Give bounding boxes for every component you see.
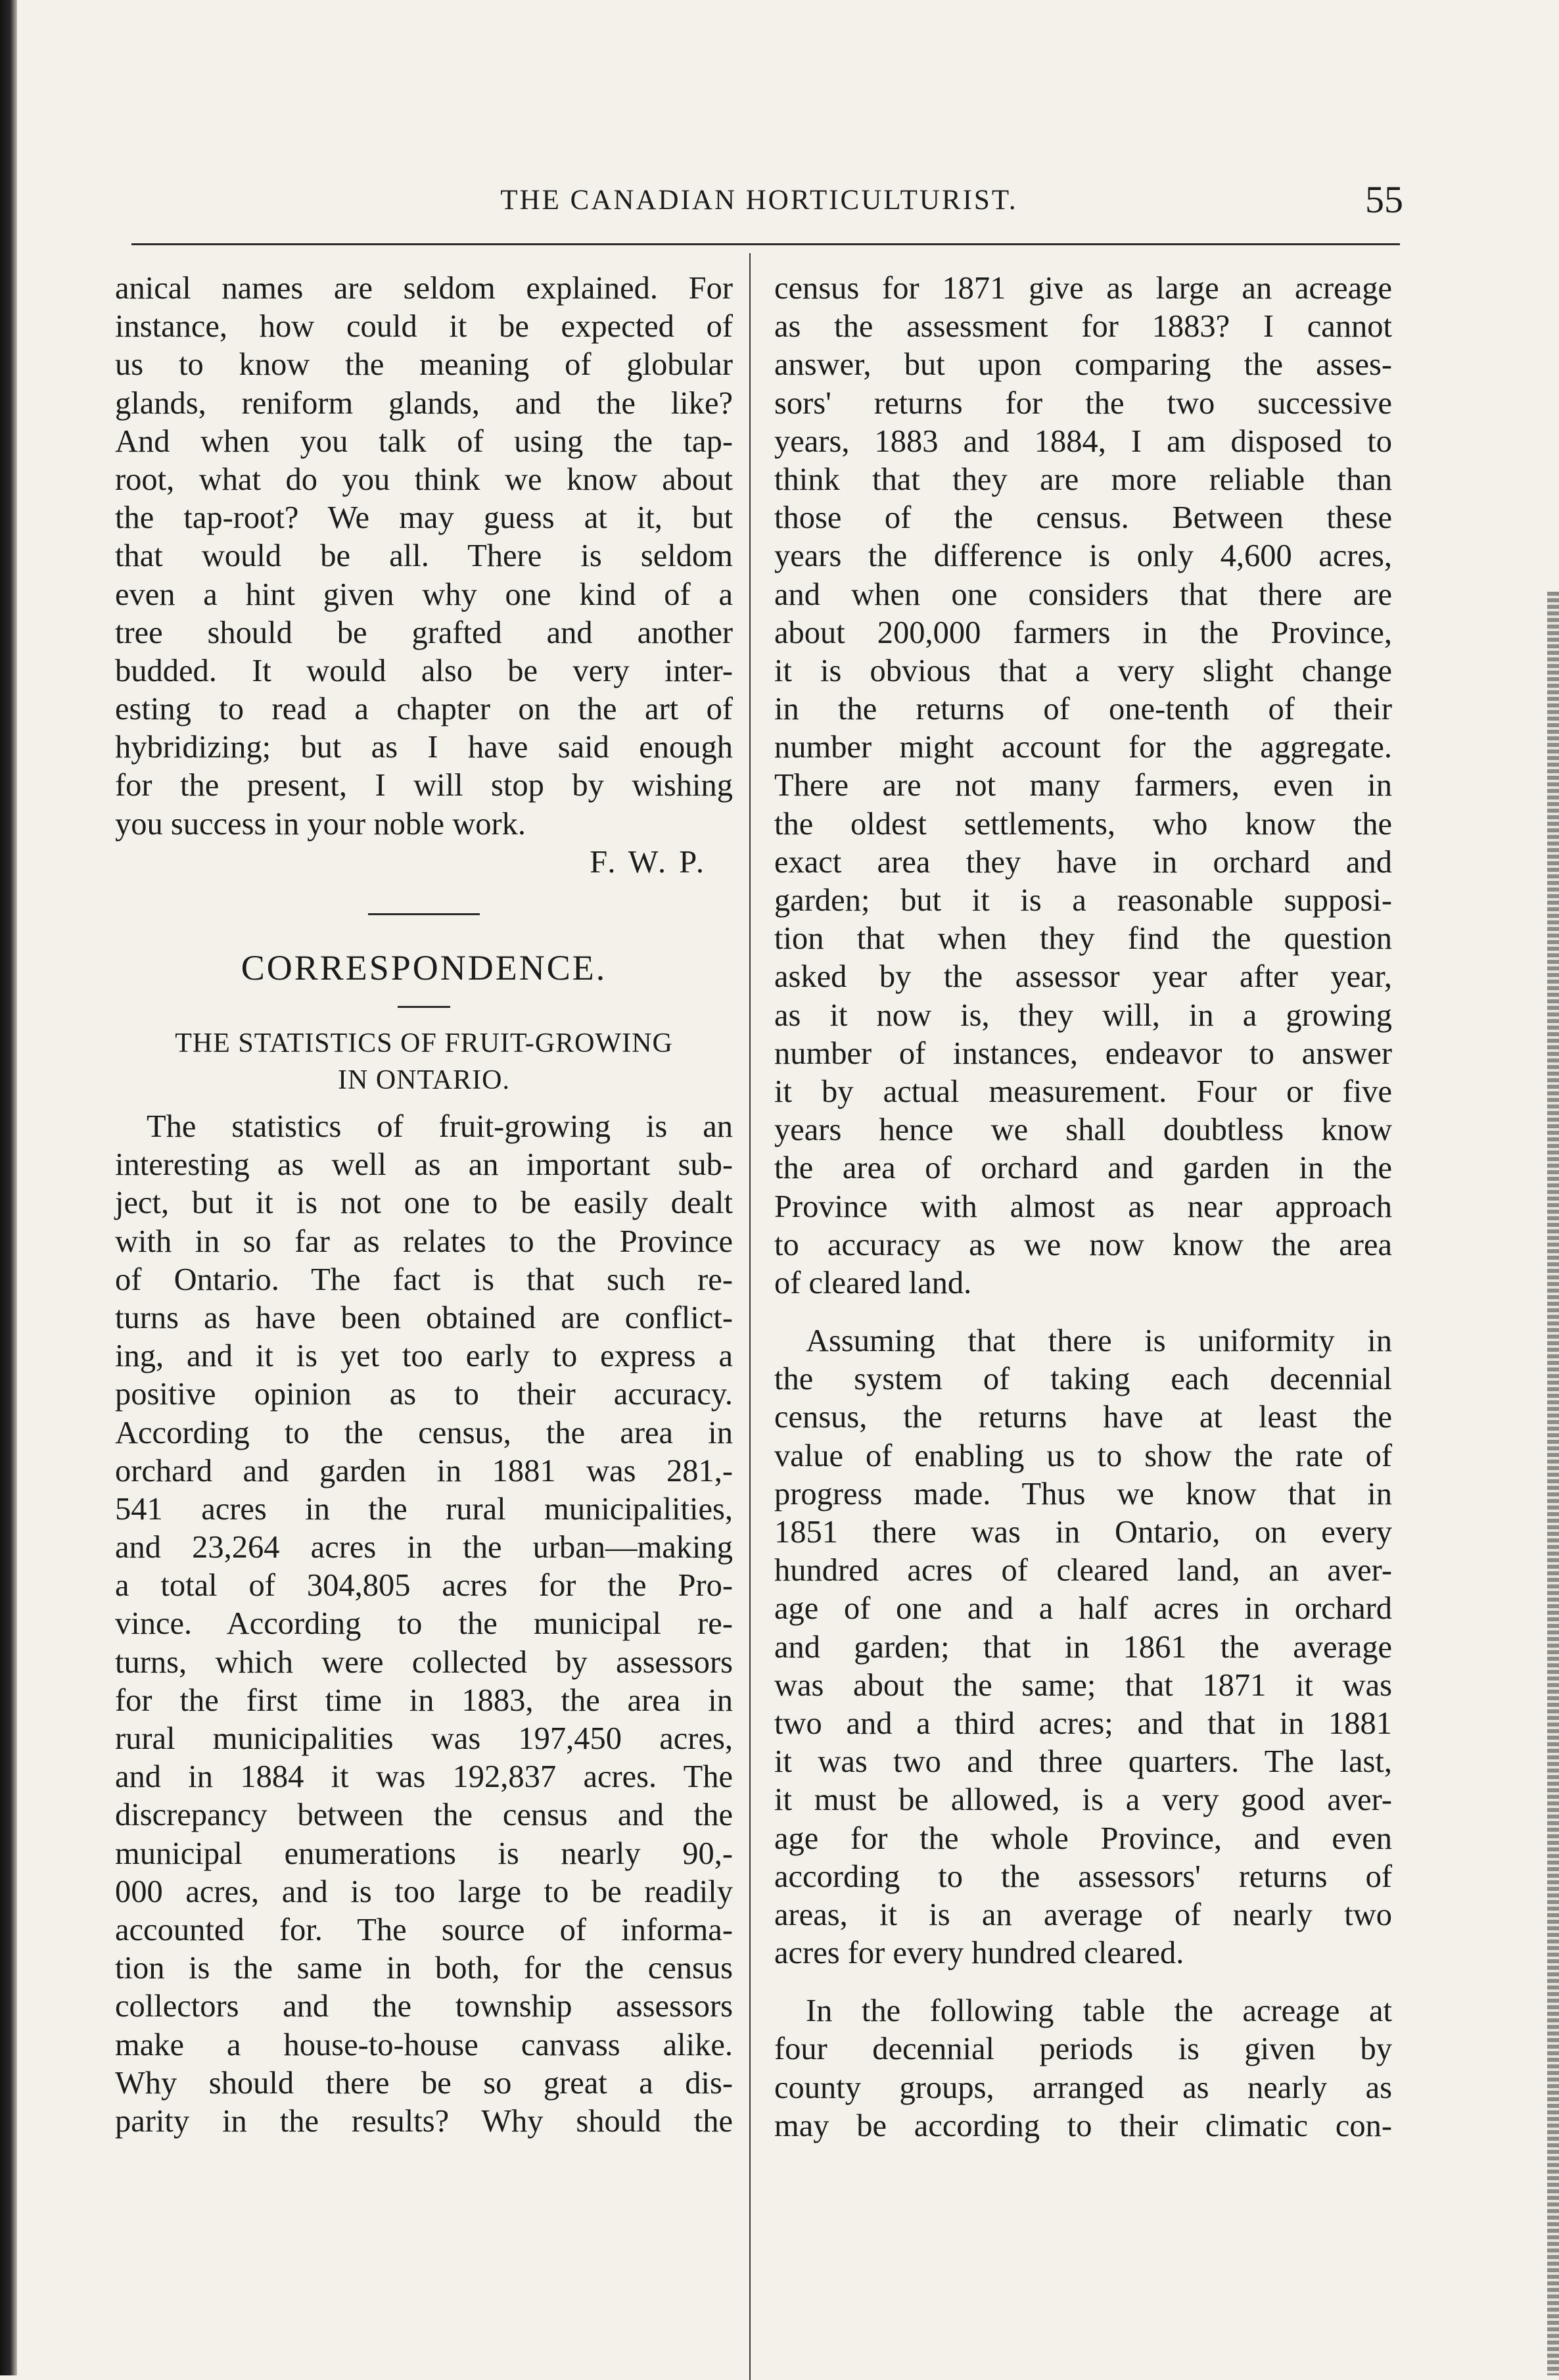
text-line: of cleared land. bbox=[774, 1265, 972, 1300]
scanned-page-edge bbox=[0, 0, 17, 2375]
text-line: county groups, arranged as nearly as bbox=[774, 2070, 1392, 2105]
text-line: ject, but it is not one to be easily dealt bbox=[115, 1185, 733, 1221]
text-line: it is obvious that a very slight change bbox=[774, 653, 1392, 688]
text-line: vince. According to the municipal re- bbox=[115, 1606, 733, 1642]
text-line: the oldest settlements, who know the bbox=[774, 806, 1392, 842]
scanned-right-margin-noise bbox=[1547, 592, 1559, 2375]
text-line: it by actual measurement. Four or five bbox=[774, 1074, 1392, 1109]
text-line: as the assessment for 1883? I cannot bbox=[774, 309, 1392, 345]
page-header bbox=[115, 178, 1403, 230]
text-line: glands, reniform glands, and the like? bbox=[115, 385, 733, 421]
section-heading: CORRESPONDENCE. bbox=[241, 948, 607, 988]
text-line: budded. It would also be very inter- bbox=[115, 653, 733, 688]
page-number: 55 bbox=[1365, 178, 1403, 221]
heading-separator-rule bbox=[398, 1006, 450, 1008]
text-line: it must be allowed, is a very good aver- bbox=[774, 1782, 1392, 1818]
header-rule bbox=[131, 243, 1400, 245]
text-line: for the present, I will stop by wishing bbox=[115, 768, 733, 803]
text-line: instance, how could it be expected of bbox=[115, 309, 733, 345]
text-line: garden; but it is a reasonable supposi- bbox=[774, 883, 1392, 918]
text-line: discrepancy between the census and the bbox=[115, 1797, 733, 1833]
text-line: us to know the meaning of globular bbox=[115, 347, 733, 383]
text-line: anical names are seldom explained. For bbox=[115, 271, 733, 306]
text-line: make a house-to-house canvass alike. bbox=[115, 2027, 733, 2062]
text-line: ing, and it is yet too early to express a bbox=[115, 1339, 733, 1374]
text-line: 541 acres in the rural municipalities, bbox=[115, 1491, 733, 1527]
text-line: with in so far as relates to the Province bbox=[115, 1224, 733, 1259]
text-line: turns as have been obtained are conflict- bbox=[115, 1300, 733, 1335]
text-line: progress made. Thus we know that in bbox=[774, 1476, 1392, 1511]
text-line: exact area they have in orchard and bbox=[774, 844, 1392, 880]
text-line: years the difference is only 4,600 acres, bbox=[774, 538, 1392, 574]
text-line: the area of orchard and garden in the bbox=[774, 1151, 1392, 1186]
text-line: 1851 there was in Ontario, on every bbox=[774, 1515, 1392, 1550]
text-line: Province with almost as near approach bbox=[774, 1189, 1392, 1224]
text-line: asked by the assessor year after year, bbox=[774, 959, 1392, 995]
text-line: as it now is, they will, in a growing bbox=[774, 997, 1392, 1033]
text-line: Assuming that there is uniformity in bbox=[806, 1323, 1392, 1359]
author-signature: F. W. P. bbox=[590, 844, 707, 880]
text-line: according to the assessors' returns of bbox=[774, 1859, 1392, 1894]
text-line: collectors and the township assessors bbox=[115, 1989, 733, 2024]
text-line: municipal enumerations is nearly 90,- bbox=[115, 1836, 733, 1871]
text-line: sors' returns for the two successive bbox=[774, 385, 1392, 421]
text-line: parity in the results? Why should the bbox=[115, 2103, 733, 2139]
article-paragraph bbox=[774, 1322, 1392, 1972]
text-line: areas, it is an average of nearly two bbox=[774, 1897, 1392, 1932]
text-line: The statistics of fruit-growing is an bbox=[147, 1109, 733, 1144]
text-line: and garden; that in 1861 the average bbox=[774, 1629, 1392, 1665]
text-line: According to the census, the area in bbox=[115, 1415, 733, 1450]
spacer bbox=[774, 1302, 1392, 1322]
running-title: THE CANADIAN HORTICULTURIST. bbox=[500, 185, 1018, 216]
spacer bbox=[774, 1972, 1392, 1992]
column-divider bbox=[749, 253, 751, 2380]
text-line: hybridizing; but as I have said enough bbox=[115, 730, 733, 765]
text-line: census, the returns have at least the bbox=[774, 1400, 1392, 1435]
article-paragraph bbox=[774, 270, 1392, 1302]
text-line: hundred acres of cleared land, an aver- bbox=[774, 1553, 1392, 1588]
text-line: rural municipalities was 197,450 acres, bbox=[115, 1721, 733, 1756]
text-line: even a hint given why one kind of a bbox=[115, 577, 733, 612]
text-line: the system of taking each decennial bbox=[774, 1362, 1392, 1397]
text-line: 000 acres, and is too large to be readily bbox=[115, 1874, 733, 1909]
text-line: it was two and three quarters. The last, bbox=[774, 1744, 1392, 1780]
article-paragraph bbox=[115, 1108, 733, 2141]
text-line: was about the same; that 1871 it was bbox=[774, 1667, 1392, 1703]
text-line: census for 1871 give as large an acreage bbox=[774, 271, 1392, 306]
text-line: age for the whole Province, and even bbox=[774, 1821, 1392, 1856]
text-line: number of instances, endeavor to answer bbox=[774, 1035, 1392, 1071]
text-line: answer, but upon comparing the asses- bbox=[774, 347, 1392, 383]
text-line: two and a third acres; and that in 1881 bbox=[774, 1705, 1392, 1741]
text-line: acres for every hundred cleared. bbox=[774, 1936, 1184, 1971]
text-line: turns, which were collected by assessors bbox=[115, 1644, 733, 1680]
text-line: accounted for. The source of informa- bbox=[115, 1912, 733, 1947]
text-line: and in 1884 it was 192,837 acres. The bbox=[115, 1759, 733, 1795]
text-line: tree should be grafted and another bbox=[115, 615, 733, 650]
text-line: age of one and a half acres in orchard bbox=[774, 1591, 1392, 1627]
text-line: Why should there be so great a dis- bbox=[115, 2065, 733, 2101]
text-line: of Ontario. The fact is that such re- bbox=[115, 1262, 733, 1297]
text-line: root, what do you think we know about bbox=[115, 462, 733, 497]
text-line: years hence we shall doubtless know bbox=[774, 1112, 1392, 1148]
text-line: and 23,264 acres in the urban—making bbox=[115, 1530, 733, 1565]
spacer bbox=[115, 1099, 733, 1108]
text-line: you success in your noble work. bbox=[115, 806, 526, 842]
text-line: tion that when they find the question bbox=[774, 921, 1392, 957]
text-line: number might account for the aggregate. bbox=[774, 730, 1392, 765]
text-line: for the first time in 1883, the area in bbox=[115, 1682, 733, 1718]
text-line: may be according to their climatic con- bbox=[774, 2108, 1392, 2143]
section-separator-rule bbox=[368, 913, 480, 915]
text-line: to accuracy as we now know the area bbox=[774, 1227, 1392, 1262]
letter-closing-paragraph bbox=[115, 270, 733, 844]
left-column bbox=[115, 270, 733, 2141]
right-column bbox=[774, 270, 1392, 2145]
text-line: and when one considers that there are bbox=[774, 577, 1392, 612]
text-line: that would be all. There is seldom bbox=[115, 538, 733, 574]
text-line: esting to read a chapter on the art of bbox=[115, 692, 733, 727]
text-line: those of the census. Between these bbox=[774, 500, 1392, 536]
text-line: In the following table the acreage at bbox=[806, 1993, 1392, 2029]
text-line: interesting as well as an important sub- bbox=[115, 1147, 733, 1183]
text-line: tion is the same in both, for the census bbox=[115, 1951, 733, 1986]
text-line: about 200,000 farmers in the Province, bbox=[774, 615, 1392, 650]
text-line: orchard and garden in 1881 was 281,- bbox=[115, 1453, 733, 1488]
text-line: And when you talk of using the tap- bbox=[115, 423, 733, 459]
text-line: a total of 304,805 acres for the Pro- bbox=[115, 1568, 733, 1604]
text-line: positive opinion as to their accuracy. bbox=[115, 1377, 733, 1412]
text-line: four decennial periods is given by bbox=[774, 2032, 1392, 2067]
text-line: years, 1883 and 1884, I am disposed to bbox=[774, 423, 1392, 459]
article-title-line: IN ONTARIO. bbox=[338, 1065, 510, 1095]
text-line: value of enabling us to show the rate of bbox=[774, 1438, 1392, 1473]
text-line: the tap-root? We may guess at it, but bbox=[115, 500, 733, 536]
text-line: in the returns of one-tenth of their bbox=[774, 692, 1392, 727]
text-line: There are not many farmers, even in bbox=[774, 768, 1392, 803]
text-line: think that they are more reliable than bbox=[774, 462, 1392, 497]
article-title-line: THE STATISTICS OF FRUIT-GROWING bbox=[175, 1028, 673, 1059]
article-paragraph bbox=[774, 1992, 1392, 2145]
